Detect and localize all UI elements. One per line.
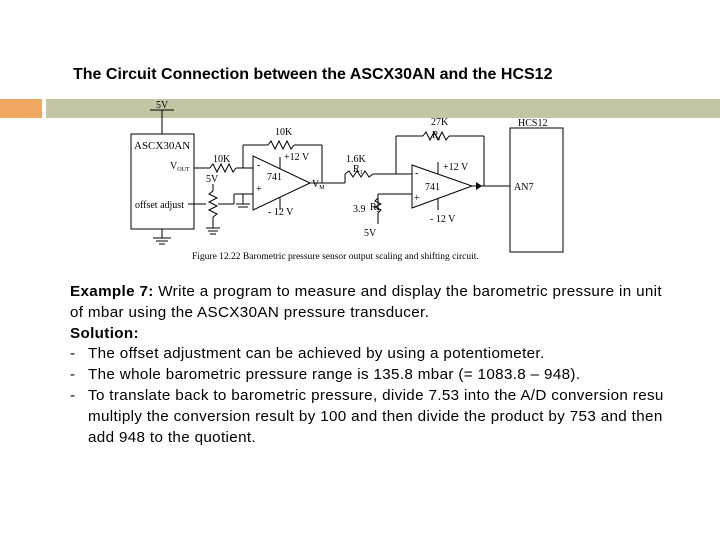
example-line-1 <box>70 282 720 303</box>
label-opamp2-pos: +12 V <box>443 162 469 173</box>
label-opamp2-plus: + <box>414 193 420 204</box>
label-opamp1-minus: - <box>257 160 261 171</box>
bullet-2-text: The whole barometric pressure range is 135.8 mbar (= 1083.8 – 948). <box>88 366 581 384</box>
label-adc-pin: AN7 <box>514 182 534 193</box>
label-rf: $R_f$ <box>432 130 441 142</box>
label-vout: $V_{OUT}$ <box>170 161 190 173</box>
label-r2: $R_2$ <box>370 202 380 214</box>
bullet-1 <box>70 344 720 365</box>
potentiometer <box>209 191 217 217</box>
solution-label: Solution: <box>70 324 139 342</box>
bullet-dash: - <box>70 366 76 384</box>
label-supply-bottom: 5V <box>364 228 377 239</box>
label-supply-top: 5V <box>156 100 169 111</box>
label-vm: $V_M$ <box>312 179 325 191</box>
bullet-3-line-2: multiply the conversion result by 100 and then divide the product by 753 and then <box>88 407 663 425</box>
label-opamp2: 741 <box>425 182 440 193</box>
label-r1-value: 1.6K <box>346 154 366 165</box>
label-rf-value: 27K <box>431 117 449 128</box>
label-offset: offset adjust <box>135 200 184 211</box>
label-r-input-1: 10K <box>213 154 231 165</box>
resistor-feedback-1 <box>268 141 294 149</box>
label-r2-value: 3.9 <box>353 204 366 215</box>
bullet-3-line-3: add 948 to the quotient. <box>88 428 257 446</box>
bullet-dash: - <box>70 345 76 363</box>
circuit-diagram <box>120 98 570 268</box>
label-opamp2-neg: - 12 V <box>430 214 456 225</box>
label-opamp1-pos: +12 V <box>284 152 310 163</box>
example-text-1: Write a program to measure and display the barometric pressure in unit <box>153 283 662 300</box>
diagram-caption: Figure 12.22 Barometric pressure sensor output scaling and shifting circuit. <box>192 252 479 262</box>
bullet-3-text-1: To translate back to barometric pressure, divide 7.53 into the A/D conversion resu <box>88 386 664 404</box>
label-mcu: HCS12 <box>518 118 548 129</box>
label-sensor: ASCX30AN <box>134 140 191 152</box>
bullet-2 <box>70 365 720 386</box>
resistor-input-1 <box>210 164 236 172</box>
body-text <box>70 282 720 448</box>
example-label: Example 7: <box>70 283 154 300</box>
label-pot-supply: 5V <box>206 174 219 185</box>
bullet-dash: - <box>70 386 76 404</box>
label-opamp1-plus: + <box>256 184 262 195</box>
example-line-2: of mbar using the ASCX30AN pressure transducer. <box>70 303 430 321</box>
bullet-1-text: The offset adjustment can be achieved by using a potentiometer. <box>88 345 545 363</box>
label-r-feedback-1: 10K <box>275 127 293 138</box>
label-r1: $R_1$ <box>353 164 363 176</box>
label-opamp1-neg: - 12 V <box>268 207 294 218</box>
bullet-3 <box>70 386 720 407</box>
accent-bar-orange <box>0 99 42 118</box>
label-opamp1: 741 <box>267 172 282 183</box>
slide-title: The Circuit Connection between the ASCX30AN and the HCS12 <box>73 66 553 83</box>
opamp-1 <box>253 156 310 210</box>
label-opamp2-minus: - <box>415 168 419 179</box>
